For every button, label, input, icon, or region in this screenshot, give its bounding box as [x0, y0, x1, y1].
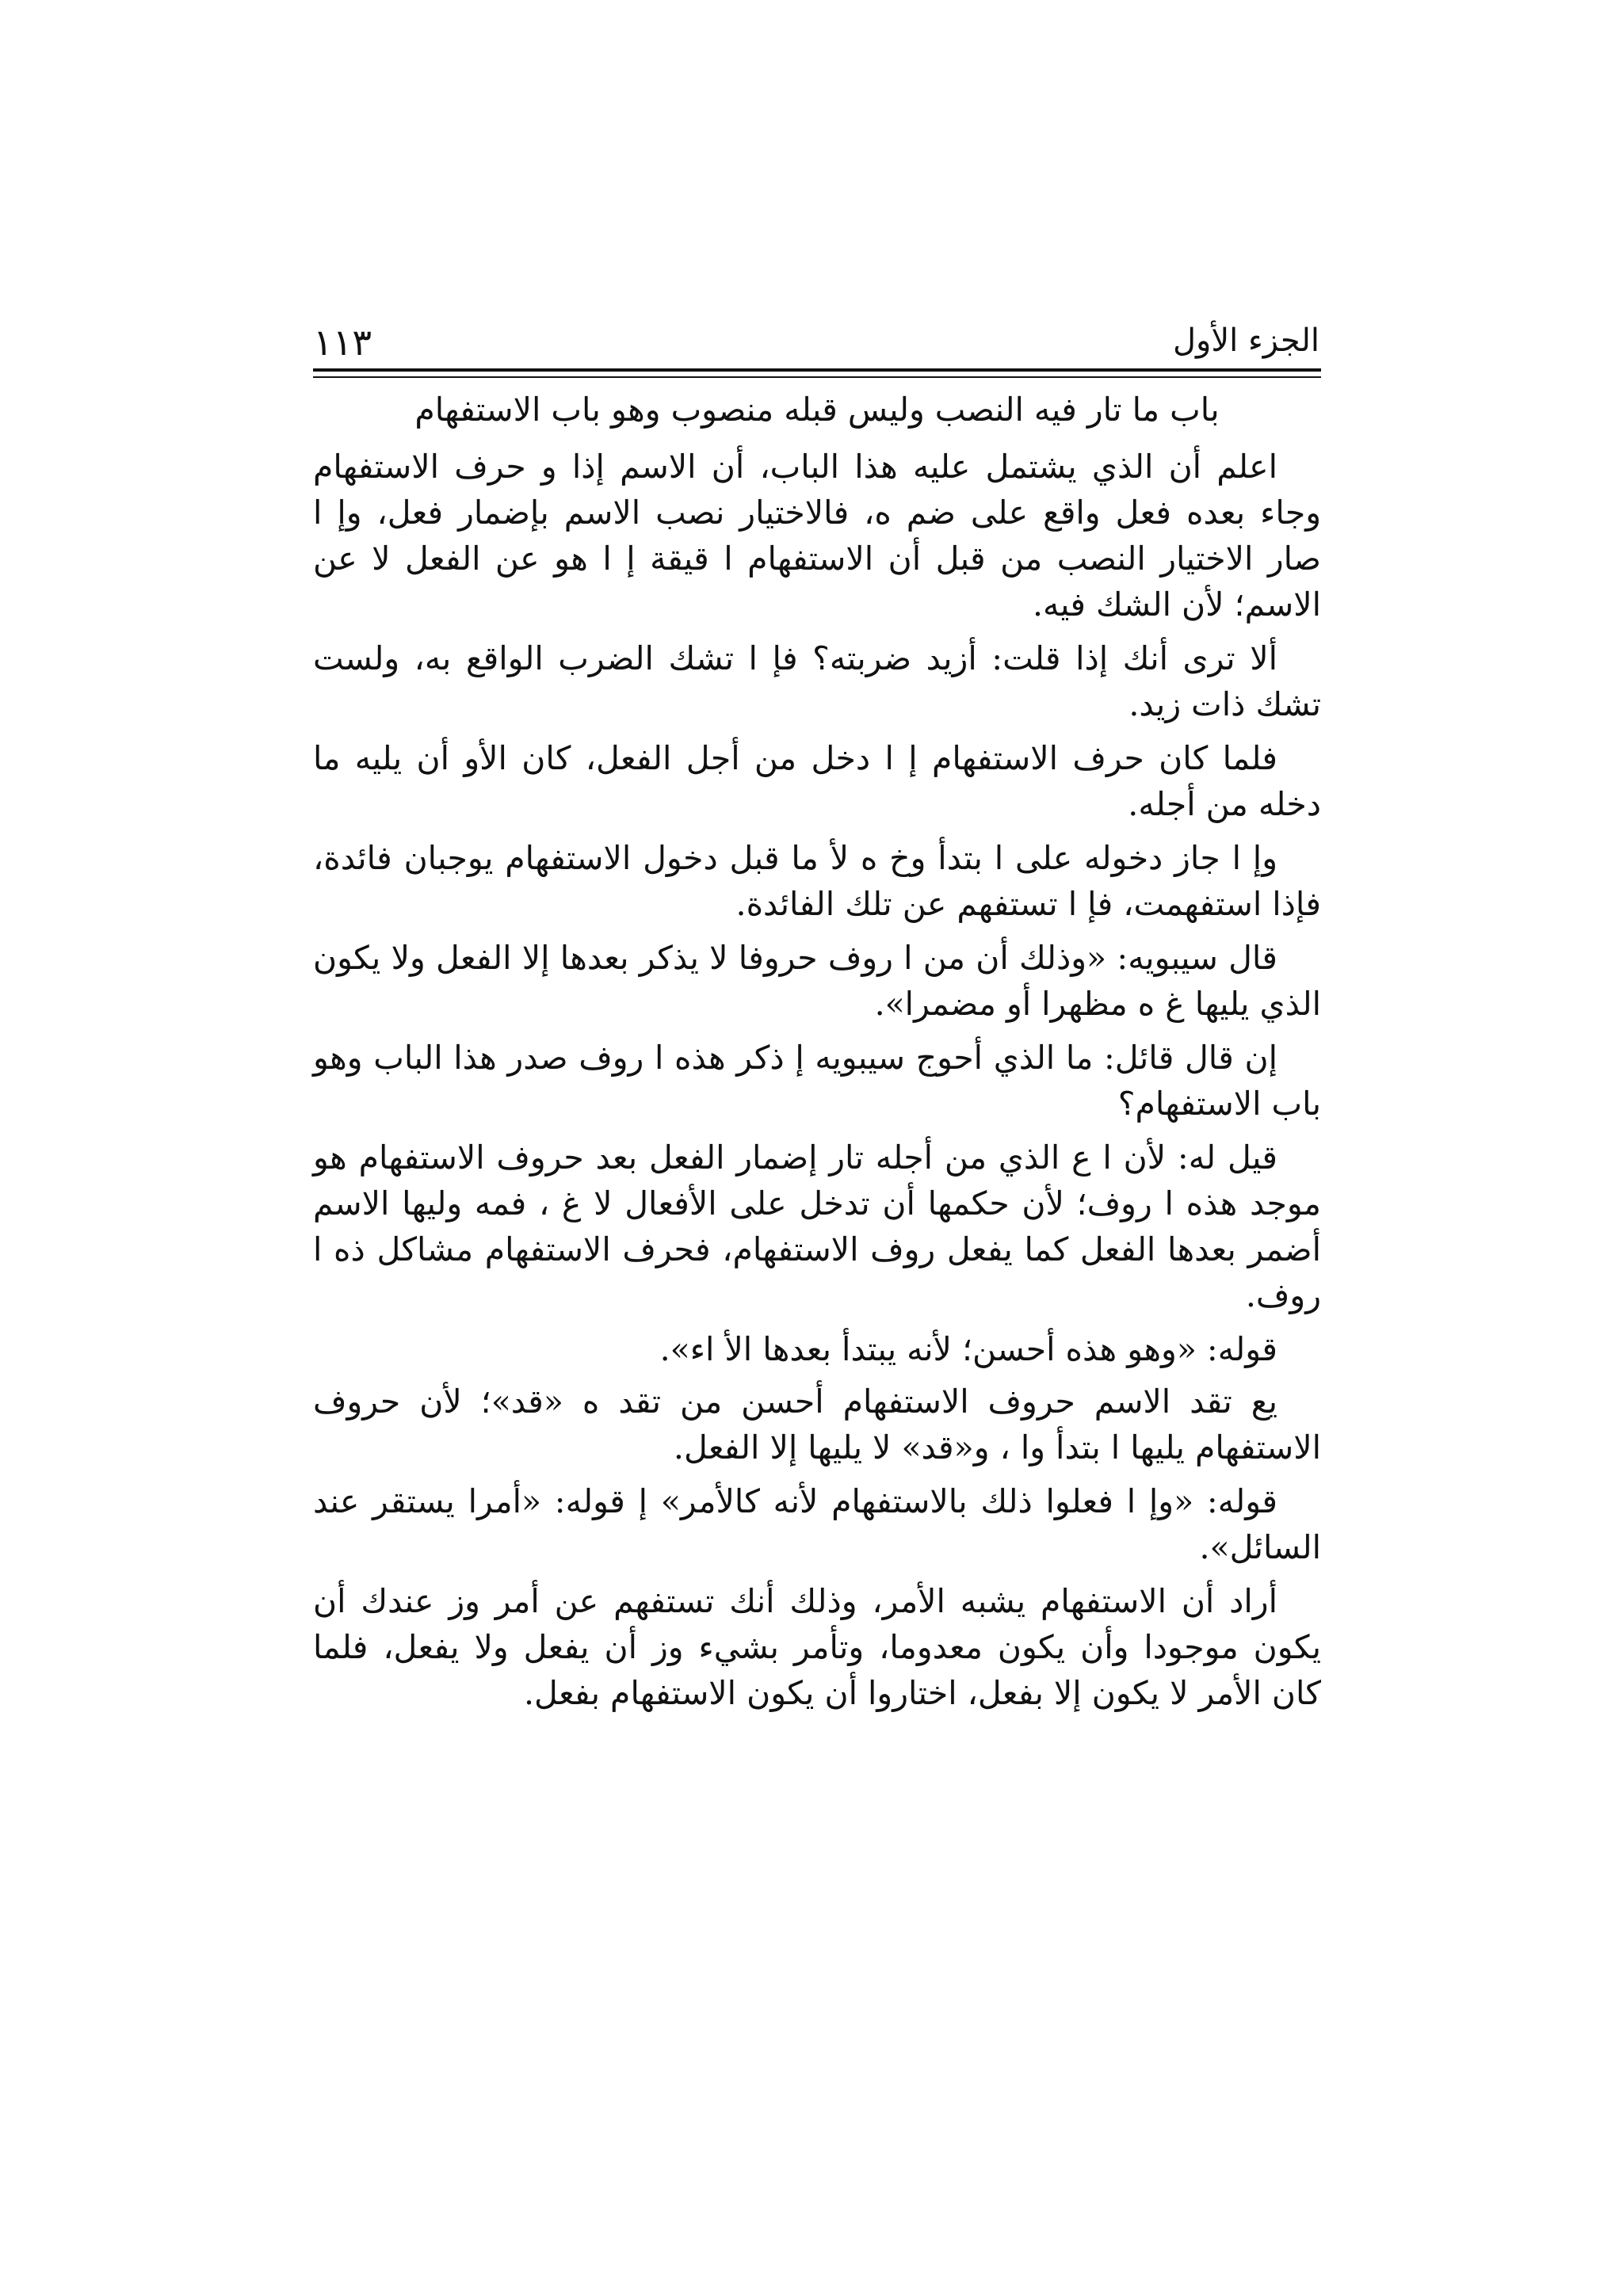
paragraph: وإ ا جاز دخوله على ا بتدأ وخ ه لأ ما قبل دخول الاستفهام يوجبان فائدة، فإذا استفهمت، فإ ا تستفهم عن تلك الفائدة.: [313, 839, 1321, 923]
paragraph: ألا ترى أنك إذا قلت: أزيد ضربته؟ فإ ا تشك الضرب الواقع به، ولست تشك ذات زيد.: [313, 639, 1321, 723]
header-rule-thin: [313, 376, 1321, 378]
paragraph: اعلم أن الذي يشتمل عليه هذا الباب، أن الاسم إذا و حرف الاستفهام وجاء بعده فعل واقع على ضم ه، فالاختيار نصب الاسم بإضمار فعل، وإ ا صار الاختيار النصب من قبل أن الاستفهام ا قيقة إ ا هو عن الفعل لا عن الاسم؛ لأن الشك فيه.: [313, 448, 1321, 624]
paragraph: فلما كان حرف الاستفهام إ ا دخل من أجل الفعل، كان الأو أن يليه ما دخله من أجله.: [313, 739, 1321, 823]
page-header: [313, 321, 1319, 368]
paragraph: قال سيبويه: «وذلك أن من ا روف حروفا لا يذكر بعدها إلا الفعل ولا يكون الذي يليها غ ه مظهرا أو مضمرا».: [313, 939, 1321, 1023]
body-text: [313, 387, 1321, 1724]
section-title: باب ما تار فيه النصب وليس قبله منصوب وهو باب الاستفهام: [414, 391, 1220, 429]
paragraph: قوله: «وهو هذه أحسن؛ لأنه يبتدأ بعدها الأ اء».: [659, 1330, 1277, 1368]
header-rule-thick: [313, 368, 1321, 372]
paragraph: قوله: «وإ ا فعلوا ذلك بالاستفهام لأنه كالأمر» إ قوله: «أمرا يستقر عند السائل».: [313, 1482, 1321, 1566]
paragraph: إن قال قائل: ما الذي أحوج سيبويه إ ذكر هذه ا روف صدر هذا الباب وهو باب الاستفهام؟: [313, 1039, 1321, 1123]
page-number: ١١٣: [313, 321, 372, 364]
paragraph: قيل له: لأن ا ع الذي من أجله تار إضمار الفعل بعد حروف الاستفهام هو موجد هذه ا روف؛ لأن حكمها أن تدخل على الأفعال لا غ ، فمه وليها الاسم أضمر بعدها الفعل كما يفعل روف الاستفهام، فحرف الاستفهام مشاكل ذه ا روف.: [313, 1138, 1321, 1314]
paragraph: أراد أن الاستفهام يشبه الأمر، وذلك أنك تستفهم عن أمر وز عندك أن يكون موجودا وأن يكون معدوما، وتأمر بشيء وز أن يفعل ولا يفعل، فلما كان الأمر لا يكون إلا بفعل، اختاروا أن يكون الاستفهام بفعل.: [313, 1582, 1321, 1712]
chapter-label: الجزء الأول: [1172, 322, 1319, 359]
paragraph: يع تقد الاسم حروف الاستفهام أحسن من تقد ه «قد»؛ لأن حروف الاستفهام يليها ا بتدأ وا ، و«قد» لا يليها إلا الفعل.: [313, 1383, 1321, 1466]
